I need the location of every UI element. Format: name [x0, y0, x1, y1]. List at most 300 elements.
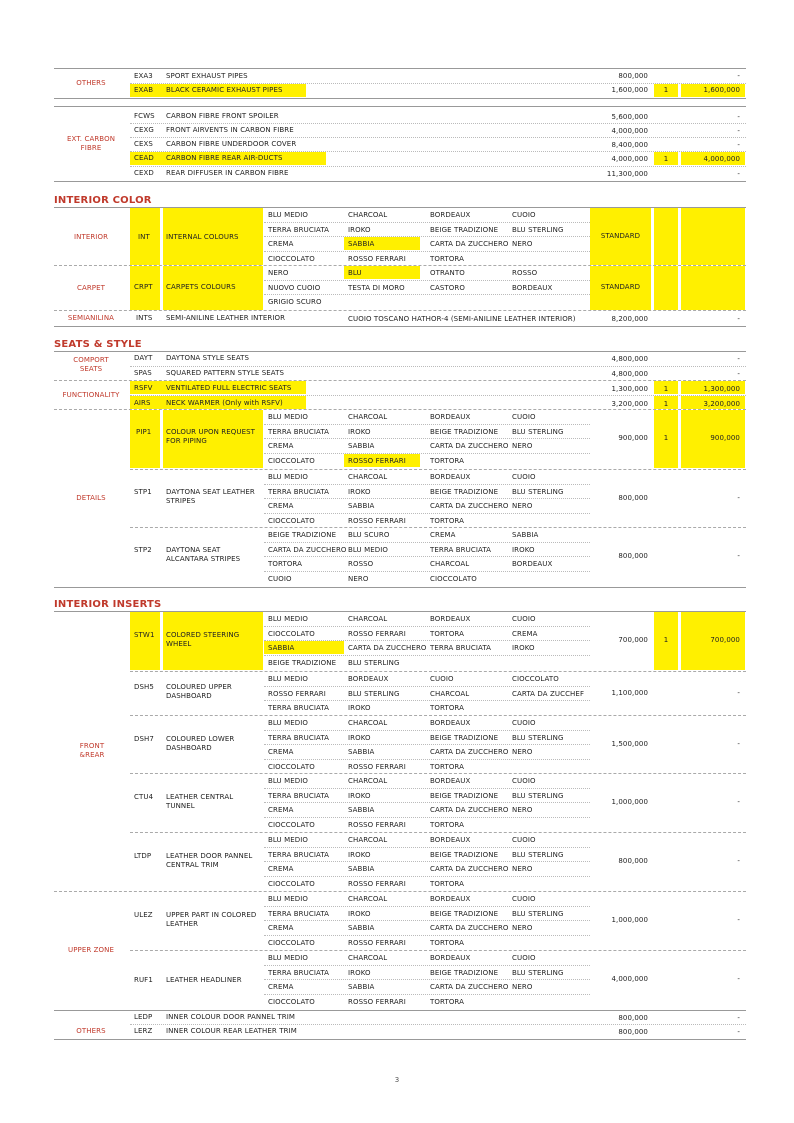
- colour-option: CIOCCOLATO: [268, 254, 315, 263]
- colour-option: SABBIA: [348, 502, 375, 511]
- group-label: CARPET: [76, 284, 106, 292]
- divider: [264, 556, 590, 557]
- option-description: LEATHER CENTRAL TUNNEL: [166, 793, 234, 810]
- option-total: -: [737, 141, 740, 149]
- colour-option: CREMA: [268, 924, 294, 933]
- colour-option: CREMA: [268, 983, 294, 992]
- colour-option: CIOCCOLATO: [512, 675, 559, 683]
- colour-option: BEIGE TRADIZIONE: [430, 968, 499, 977]
- colour-option: TERRA BRUCIATA: [268, 850, 330, 859]
- divider: [264, 294, 590, 295]
- colour-option: BEIGE TRADIZIONE: [430, 791, 499, 800]
- option-code: EXA3: [134, 72, 153, 80]
- option-price: 1,000,000: [611, 798, 648, 807]
- colour-option: TORTORA: [268, 560, 302, 569]
- option-description: INTERNAL COLOURS: [166, 233, 239, 241]
- divider: [130, 950, 746, 951]
- option-total: -: [737, 1028, 740, 1036]
- option-code: AIRS: [134, 399, 151, 407]
- colour-option: IROKO: [348, 909, 371, 918]
- colour-option: CHARCOAL: [348, 473, 388, 481]
- option-code: ULEZ: [134, 911, 153, 919]
- option-total: -: [737, 552, 740, 561]
- colour-option: BORDEAUX: [430, 895, 471, 903]
- option-total: -: [737, 494, 740, 503]
- option-description: NECK WARMER (Only with RSFV): [166, 399, 283, 407]
- option-description: DAYTONA SEAT ALCANTARA STRIPES: [166, 546, 241, 563]
- colour-option: BLU MEDIO: [268, 473, 309, 481]
- option-description: SQUARED PATTERN STYLE SEATS: [166, 369, 285, 377]
- colour-option: TERRA BRUCIATA: [268, 704, 330, 713]
- option-price: 4,000,000: [611, 975, 648, 984]
- option-code: DSH5: [134, 683, 154, 691]
- colour-option: BLU STERLING: [348, 689, 400, 698]
- colour-option: TERRA BRUCIATA: [268, 968, 330, 977]
- colour-option: NERO: [512, 983, 533, 992]
- colour-option: ROSSO FERRARI: [348, 938, 406, 947]
- option-price: 4,800,000: [611, 370, 648, 378]
- colour-option: CHARCOAL: [348, 836, 388, 844]
- divider: [54, 326, 746, 327]
- colour-option: CUOIO: [512, 836, 536, 844]
- divider: [130, 123, 746, 124]
- option-total: -: [737, 315, 740, 323]
- group-label: DETAILS: [76, 494, 106, 502]
- colour-option: TORTORA: [430, 254, 464, 263]
- option-price: 11,300,000: [606, 170, 648, 178]
- colour-option: CARTA DA ZUCCHEF: [512, 689, 585, 698]
- colour-option: ROSSO FERRARI: [348, 516, 406, 525]
- option-total: -: [737, 1014, 740, 1022]
- colour-option: CHARCOAL: [348, 777, 388, 785]
- option-price: 700,000: [618, 636, 648, 645]
- divider: [54, 106, 746, 107]
- divider: [264, 640, 590, 641]
- colour-option: BLU SCURO: [348, 531, 390, 539]
- colour-option: CARTA DA ZUCCHERO: [430, 240, 509, 249]
- highlight: [130, 410, 160, 468]
- colour-option: CREMA: [268, 240, 294, 249]
- divider: [54, 587, 746, 588]
- colour-option: CIOCCOLATO: [268, 997, 315, 1006]
- divider: [54, 409, 746, 410]
- colour-option: BLU MEDIO: [268, 895, 309, 903]
- divider: [130, 671, 746, 672]
- option-description: VENTILATED FULL ELECTRIC SEATS: [166, 384, 292, 392]
- colour-option: ROSSO FERRARI: [348, 456, 406, 465]
- colour-option: IROKO: [348, 427, 371, 436]
- colour-option: CHARCOAL: [348, 895, 388, 903]
- colour-option: CASTORO: [430, 283, 465, 292]
- colour-option: CREMA: [268, 806, 294, 815]
- divider: [264, 251, 590, 252]
- option-total: 1,600,000: [703, 86, 740, 94]
- colour-option: BEIGE TRADIZIONE: [430, 225, 499, 234]
- divider: [54, 351, 746, 352]
- group-label: OTHERS: [76, 1027, 106, 1035]
- highlight: [130, 612, 160, 670]
- colour-option: TERRA BRUCIATA: [268, 791, 330, 800]
- colour-option: BLU STERLING: [512, 427, 564, 436]
- option-code: INT: [138, 233, 150, 241]
- colour-option: NERO: [512, 806, 533, 815]
- option-price: 5,600,000: [611, 113, 648, 121]
- option-total: -: [737, 72, 740, 80]
- colour-option: CHARCOAL: [430, 689, 470, 698]
- divider: [264, 935, 590, 936]
- colour-option: CREMA: [430, 531, 456, 539]
- divider: [264, 802, 590, 803]
- option-total: -: [737, 170, 740, 178]
- option-qty: 1: [663, 636, 669, 645]
- divider: [264, 484, 590, 485]
- option-price: 800,000: [618, 1014, 648, 1022]
- colour-option: BLU STERLING: [512, 968, 564, 977]
- divider: [130, 773, 746, 774]
- divider: [54, 98, 746, 99]
- colour-option: BLU STERLING: [348, 658, 400, 667]
- colour-option: IROKO: [348, 791, 371, 800]
- divider: [130, 527, 746, 528]
- option-description: DAYTONA SEAT LEATHER STRIPES: [166, 488, 255, 505]
- option-description: COLORED STEERING WHEEL: [166, 631, 240, 648]
- option-description: CARBON FIBRE UNDERDOOR COVER: [166, 140, 297, 148]
- group-label: OTHERS: [76, 79, 106, 87]
- colour-option: CUOIO: [512, 719, 536, 727]
- option-price: 1,000,000: [611, 916, 648, 925]
- colour-option: BORDEAUX: [430, 777, 471, 785]
- colour-option: CARTA DA ZUCCHERO: [430, 748, 509, 757]
- colour-option: BLU: [348, 269, 362, 277]
- option-total: -: [737, 857, 740, 866]
- divider: [130, 83, 746, 84]
- option-price: 1,500,000: [611, 740, 648, 749]
- colour-option: CHARCOAL: [348, 615, 388, 623]
- divider: [54, 68, 746, 69]
- option-total: -: [737, 355, 740, 363]
- section-title: INTERIOR COLOR: [54, 195, 152, 206]
- colour-option: CHARCOAL: [348, 413, 388, 421]
- colour-option: SABBIA: [348, 240, 375, 249]
- group-label: SEMIANILINA: [67, 314, 115, 322]
- colour-option: CUOIO: [512, 777, 536, 785]
- option-code: DSH7: [134, 735, 154, 743]
- colour-option: NERO: [348, 574, 369, 583]
- highlight: [654, 266, 678, 310]
- colour-option: TERRA BRUCIATA: [430, 545, 492, 554]
- divider: [264, 788, 590, 789]
- colour-option: TORTORA: [430, 938, 464, 947]
- divider: [130, 832, 746, 833]
- divider: [54, 265, 746, 266]
- colour-option: OTRANTO: [430, 269, 465, 277]
- option-price: 8,200,000: [611, 315, 648, 323]
- colour-option: TORTORA: [430, 629, 464, 638]
- colour-option: ROSSO: [348, 560, 374, 569]
- colour-option: CREMA: [512, 629, 538, 638]
- colour-option: CARTA DA ZUCCHERO: [430, 502, 509, 511]
- colour-option: BORDEAUX: [512, 283, 553, 292]
- option-code: STP2: [134, 546, 152, 554]
- divider: [264, 920, 590, 921]
- colour-option: BLU STERLING: [512, 225, 564, 234]
- colour-option: BEIGE TRADIZIONE: [430, 427, 499, 436]
- divider: [264, 730, 590, 731]
- option-code: CEXD: [134, 169, 154, 177]
- group-label: INTERIOR: [73, 233, 109, 241]
- colour-option: CARTA DA ZUCCHERO: [268, 545, 347, 554]
- divider: [264, 571, 590, 572]
- option-total: -: [737, 740, 740, 749]
- colour-option: TORTORA: [430, 456, 464, 465]
- option-description: CARBON FIBRE REAR AIR-DUCTS: [166, 154, 283, 162]
- colour-option: ROSSO FERRARI: [348, 997, 406, 1006]
- option-description: COLOURED LOWER DASHBOARD: [166, 735, 235, 752]
- colour-option: SABBIA: [348, 806, 375, 815]
- divider: [264, 498, 590, 499]
- option-code: STP1: [134, 488, 152, 496]
- divider: [264, 655, 590, 656]
- colour-option: TERRA BRUCIATA: [430, 644, 492, 653]
- option-code: RSFV: [134, 384, 153, 392]
- colour-option: GRIGIO SCURO: [268, 298, 322, 307]
- colour-option: CIOCCOLATO: [268, 516, 315, 525]
- colour-option: TORTORA: [430, 762, 464, 771]
- colour-option: BLU MEDIO: [268, 615, 309, 623]
- option-description: SEMI-ANILINE LEATHER INTERIOR: [166, 314, 286, 322]
- colour-option: SABBIA: [348, 442, 375, 451]
- colour-option: IROKO: [348, 487, 371, 496]
- colour-option: BLU STERLING: [512, 733, 564, 742]
- option-price: 4,000,000: [611, 155, 648, 163]
- option-total: -: [737, 916, 740, 925]
- colour-option: BLU MEDIO: [348, 545, 389, 554]
- colour-option: TERRA BRUCIATA: [268, 909, 330, 918]
- option-description: LEATHER HEADLINER: [166, 976, 242, 984]
- group-label: UPPER ZONE: [67, 946, 115, 954]
- colour-option: CUOIO: [512, 895, 536, 903]
- divider: [264, 513, 590, 514]
- colour-option: BLU STERLING: [512, 909, 564, 918]
- colour-option: CIOCCOLATO: [268, 938, 315, 947]
- colour-option: NERO: [512, 442, 533, 451]
- colour-option: CIOCCOLATO: [268, 456, 315, 465]
- option-code: SPAS: [134, 369, 152, 377]
- divider: [130, 151, 746, 152]
- colour-option: BLU STERLING: [512, 487, 564, 496]
- option-price: 800,000: [618, 857, 648, 866]
- divider: [264, 424, 590, 425]
- highlight: [681, 208, 745, 265]
- colour-option: CARTA DA ZUCCHERO: [430, 806, 509, 815]
- divider: [264, 686, 590, 687]
- divider: [264, 906, 590, 907]
- colour-option: BEIGE TRADIZIONE: [430, 487, 499, 496]
- colour-option: ROSSO FERRARI: [348, 254, 406, 263]
- option-total: -: [737, 113, 740, 121]
- option-code: RUF1: [134, 976, 153, 984]
- colour-option: SABBIA: [512, 531, 539, 539]
- option-total: -: [737, 798, 740, 807]
- option-note: CUOIO TOSCANO HATHOR-4 (SEMI-ANILINE LEATHER INTERIOR): [348, 315, 576, 323]
- divider: [264, 700, 590, 701]
- colour-option: NERO: [512, 924, 533, 933]
- colour-option: BLU MEDIO: [268, 719, 309, 727]
- divider: [130, 1024, 746, 1025]
- option-price: 4,800,000: [611, 355, 648, 363]
- colour-option: CIOCCOLATO: [268, 820, 315, 829]
- option-price: 1,100,000: [611, 688, 648, 697]
- option-total: 700,000: [710, 636, 740, 645]
- colour-option: IROKO: [348, 225, 371, 234]
- option-total: -: [737, 975, 740, 984]
- colour-option: CIOCCOLATO: [430, 574, 477, 583]
- divider: [264, 876, 590, 877]
- option-price: 1,300,000: [611, 385, 648, 393]
- option-code: EXAB: [134, 86, 154, 94]
- divider: [130, 366, 746, 367]
- option-description: INNER COLOUR DOOR PANNEL TRIM: [166, 1013, 296, 1021]
- option-total: 900,000: [710, 434, 740, 443]
- highlight: [681, 266, 745, 310]
- group-label: FUNCTIONALITY: [62, 391, 120, 399]
- option-description: COLOUR UPON REQUEST FOR PIPING: [166, 428, 256, 445]
- colour-option: CIOCCOLATO: [268, 879, 315, 888]
- option-code: LERZ: [134, 1027, 153, 1035]
- colour-option: BORDEAUX: [430, 413, 471, 421]
- colour-option: CARTA DA ZUCCHERO: [430, 983, 509, 992]
- colour-option: TERRA BRUCIATA: [268, 733, 330, 742]
- colour-option: TORTORA: [430, 516, 464, 525]
- colour-option: BORDEAUX: [430, 615, 471, 623]
- option-description: UPPER PART IN COLORED LEATHER: [166, 911, 257, 928]
- divider: [264, 759, 590, 760]
- colour-option: SABBIA: [348, 924, 375, 933]
- option-total: 3,200,000: [703, 400, 740, 408]
- option-code: DAYT: [134, 354, 153, 362]
- colour-option: TESTA DI MORO: [348, 283, 405, 292]
- colour-option: SABBIA: [268, 644, 295, 653]
- divider: [264, 744, 590, 745]
- colour-option: BLU MEDIO: [268, 777, 309, 785]
- divider: [130, 166, 746, 167]
- divider: [54, 310, 746, 311]
- divider: [54, 611, 746, 612]
- divider: [54, 181, 746, 182]
- option-description: LEATHER DOOR PANNEL CENTRAL TRIM: [166, 852, 253, 869]
- option-code: CTU4: [134, 793, 154, 801]
- colour-option: BORDEAUX: [430, 473, 471, 481]
- colour-option: NUOVO CUOIO: [268, 283, 321, 292]
- colour-option: BLU MEDIO: [268, 211, 309, 219]
- option-total: -: [737, 688, 740, 697]
- colour-option: IROKO: [348, 850, 371, 859]
- option-code: INTS: [136, 314, 153, 322]
- option-price: STANDARD: [600, 232, 641, 241]
- option-qty: 1: [663, 434, 669, 443]
- colour-option: CIOCCOLATO: [268, 762, 315, 771]
- colour-option: BLU STERLING: [512, 850, 564, 859]
- colour-option: CUOIO: [512, 211, 536, 219]
- colour-option: BORDEAUX: [430, 954, 471, 962]
- option-code: CEXG: [134, 126, 154, 134]
- colour-option: IROKO: [512, 644, 535, 653]
- option-description: BLACK CERAMIC EXHAUST PIPES: [166, 86, 283, 94]
- option-code: STW1: [134, 631, 155, 639]
- option-price: 800,000: [618, 552, 648, 561]
- section-title: INTERIOR INSERTS: [54, 599, 162, 610]
- option-description: CARBON FIBRE FRONT SPOILER: [166, 112, 279, 120]
- colour-option: BEIGE TRADIZIONE: [430, 850, 499, 859]
- colour-option: NERO: [512, 748, 533, 757]
- divider: [54, 1039, 746, 1040]
- divider: [264, 965, 590, 966]
- divider: [130, 715, 746, 716]
- divider: [264, 994, 590, 995]
- option-code: CEAD: [134, 154, 154, 162]
- divider: [264, 280, 590, 281]
- colour-option: CARTA DA ZUCCHERO: [430, 442, 509, 451]
- colour-option: IROKO: [512, 545, 535, 554]
- colour-option: ROSSO FERRARI: [348, 629, 406, 638]
- colour-option: CIOCCOLATO: [268, 629, 315, 638]
- group-label: FRONT &REAR: [79, 742, 105, 759]
- colour-option: CREMA: [268, 442, 294, 451]
- divider: [54, 380, 746, 381]
- colour-option: BLU MEDIO: [268, 413, 309, 421]
- colour-option: CUOIO: [430, 675, 454, 683]
- colour-option: CARTA DA ZUCCHERO: [348, 644, 427, 653]
- colour-option: CUOIO: [268, 574, 292, 583]
- colour-option: CARTA DA ZUCCHERO: [430, 924, 509, 933]
- colour-option: NERO: [512, 240, 533, 249]
- group-label: EXT. CARBON FIBRE: [66, 135, 116, 152]
- colour-option: BORDEAUX: [348, 675, 389, 683]
- page-number: 3: [394, 1076, 400, 1084]
- colour-option: BLU MEDIO: [268, 836, 309, 844]
- colour-option: TERRA BRUCIATA: [268, 427, 330, 436]
- group-label: COMPORT SEATS: [73, 356, 109, 373]
- option-code: LEDP: [134, 1013, 153, 1021]
- option-qty: 1: [663, 400, 669, 408]
- highlight: [654, 208, 678, 265]
- option-price: 8,400,000: [611, 141, 648, 149]
- colour-option: CARTA DA ZUCCHERO: [430, 865, 509, 874]
- option-price: 4,000,000: [611, 127, 648, 135]
- option-price: 800,000: [618, 72, 648, 80]
- colour-option: NERO: [512, 865, 533, 874]
- option-code: FCWS: [134, 112, 155, 120]
- colour-option: BEIGE TRADIZIONE: [430, 733, 499, 742]
- colour-option: NERO: [268, 269, 289, 277]
- option-qty: 1: [663, 86, 669, 94]
- divider: [264, 453, 590, 454]
- colour-option: CUOIO: [512, 615, 536, 623]
- colour-option: IROKO: [348, 704, 371, 713]
- colour-option: TERRA BRUCIATA: [268, 487, 330, 496]
- colour-option: CUOIO: [512, 413, 536, 421]
- divider: [130, 137, 746, 138]
- colour-option: CREMA: [268, 502, 294, 511]
- option-code: PIP1: [136, 428, 152, 436]
- colour-option: CHARCOAL: [348, 719, 388, 727]
- option-total: -: [737, 370, 740, 378]
- divider: [54, 891, 746, 892]
- option-price: 800,000: [618, 1028, 648, 1036]
- colour-option: BORDEAUX: [430, 211, 471, 219]
- divider: [264, 861, 590, 862]
- colour-option: BLU MEDIO: [268, 954, 309, 962]
